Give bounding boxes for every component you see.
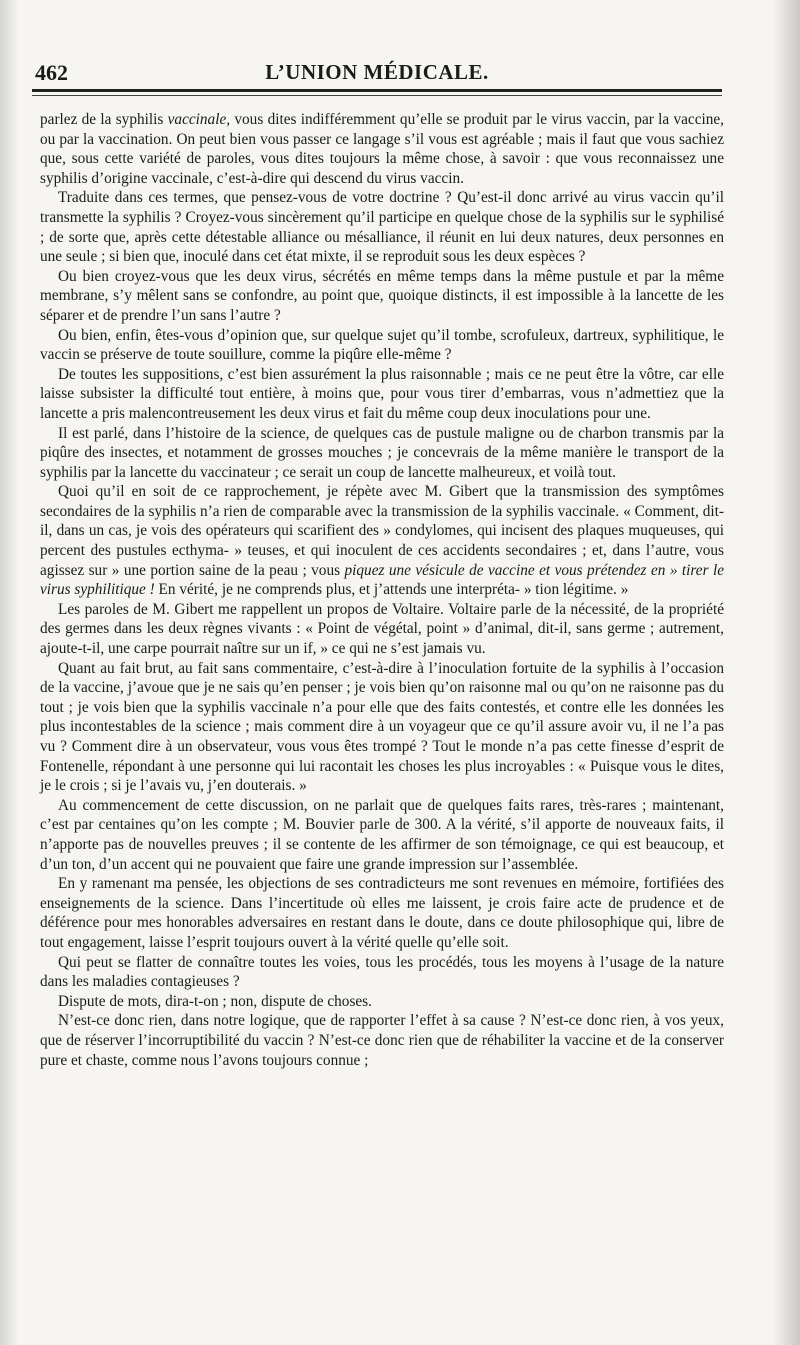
paragraph: Quoi qu’il en soit de ce rapprochement, je répète avec M. Gibert que la transmission des symptômes secondaires de la syphilis n’a rien de comparable avec la transmission de la syphilis vaccinale. « Comment, dit-il, dans un cas, je vois des opérateurs qui scarifient des » condylomes, qui incisent des plaques muqueuses, qui percent des pustules ecthyma- » teuses, et qui inoculent de ces accidents secondaires ; et, dans l’autre, vous agissez sur » une portion saine de la peau ; vous piquez une vésicule de vaccine et vous prétendez en » tirer le virus syphilitique ! En vérité, je ne comprends plus, et j’attends une interpréta- » tion légitime. » <box>40 483 724 599</box>
paragraph: Il est parlé, dans l’histoire de la science, de quelques cas de pustule maligne ou de charbon transmis par la piqûre des insectes, et notamment de grosses mouches ; je concevrais de la même manière le transport de la syphilis par la lancette du vaccinateur ; ce serait un coup de lancette malheureux, et voilà tout. <box>40 424 724 481</box>
running-title: L’UNION MÉDICALE. <box>265 60 489 84</box>
paragraph: Les paroles de M. Gibert me rappellent un propos de Voltaire. Voltaire parle de la nécessité, de la propriété des germes dans les deux règnes vivants : « Point de végétal, point » d’animal, dit-il, sans germe ; autrement, ajoute-t-il, une carpe pourrait naître sur un if, » ce qui ne s’est jamais vu. <box>40 600 724 658</box>
paragraph: Ou bien, enfin, êtes-vous d’opinion que, sur quelque sujet qu’il tombe, scrofuleux, dartreux, syphilitique, le vaccin se préserve de toute souillure, comme la piqûre elle-même ? <box>40 326 724 364</box>
page-shadow-right <box>772 0 800 1345</box>
header-rule-thick <box>32 89 722 92</box>
paragraph: De toutes les suppositions, c’est bien assurément la plus raisonnable ; mais ce ne peut être la vôtre, car elle laisse subsister la difficulté tout entière, à moins que, pour vous tirer d’embarras, vous n’admettiez que la lancette a pris malencontreusement les deux virus et fait du même coup deux inoculations pour une. <box>40 365 724 422</box>
paragraph: Au commencement de cette discussion, on ne parlait que de quelques faits rares, très-rares ; maintenant, c’est par centaines qu’on les compte ; M. Bouvier parle de 300. A la vérité, s’il apporte de nouveaux faits, il n’apporte pas de nouvelles preuves ; il se contente de les affirmer de son témoignage, ce qui est beaucoup, et d’un ton, d’un accent qui ne pouvaient que faire une grande impression sur l’assemblée. <box>40 796 724 873</box>
page-header <box>32 58 722 88</box>
paragraph: Dispute de mots, dira-t-on ; non, dispute de choses. <box>58 992 372 1010</box>
paragraph: N’est-ce donc rien, dans notre logique, que de rapporter l’effet à sa cause ? N’est-ce donc rien, à vos yeux, que de réserver l’incorruptibilité du vaccin ? N’est-ce donc rien que de réhabiliter la vaccine et de la conserver pure et chaste, comme nous l’avons toujours connue ; <box>40 1012 724 1069</box>
page-number: 462 <box>35 60 68 85</box>
header-rule-thin <box>32 95 722 96</box>
paragraph: Qui peut se flatter de connaître toutes les voies, tous les procédés, tous les moyens à l’usage de la nature dans les maladies contagieuses ? <box>40 953 724 991</box>
paragraph: parlez de la syphilis vaccinale, vous dites indifféremment qu’elle se produit par le virus vaccin, par la vaccine, ou par la vaccination. On peut bien vous passer ce langage s’il vous est agréable ; mais il faut que vous sachiez que, sous cette variété de paroles, vous dites toujours la même chose, à savoir : que vous reconnaissez une syphilis d’origine vaccinale, c’est-à-dire qui descend du virus vaccin. <box>40 111 724 187</box>
article-body <box>40 110 724 1070</box>
paragraph: Traduite dans ces termes, que pensez-vous de votre doctrine ? Qu’est-il donc arrivé au virus vaccin qu’il transmette la syphilis ? Croyez-vous sincèrement qu’il participe en quelque chose de la syphilis sur le syphilisé ; de sorte que, après cette détestable alliance ou mésalliance, il réunit en lui deux natures, deux personnes en une seule ; si bien que, inoculé dans cet état mixte, il se reproduit sous les deux espèces ? <box>40 189 724 266</box>
paragraph: Quant au fait brut, au fait sans commentaire, c’est-à-dire à l’inoculation fortuite de la syphilis à l’occasion de la vaccine, j’avoue que je ne sais qu’en penser ; je vois bien qu’on raisonne mal ou qu’on ne raisonne pas du tout ; je vois bien que la syphilis vaccinale n’a pour elle que des faits contestés, et contre elle les données les plus incontestables de la science ; mais comment dire à un voyageur que ce qu’il assure avoir vu, il ne l’a pas vu ? Comment dire à un observateur, vous vous êtes trompé ? Tout le monde n’a pas cette finesse d’esprit de Fontenelle, répondant à une personne qui lui racontait les choses les plus incroyables : « Puisque vous le dites, je le crois ; si je l’avais vu, j’en douterais. » <box>40 659 724 795</box>
paragraph: En y ramenant ma pensée, les objections de ses contradicteurs me sont revenues en mémoire, fortifiées des enseignements de la science. Dans l’incertitude où elles me laissent, je crois faire acte de prudence et de déférence pour mes honorables adversaires en restant dans le doute, dans ce doute philosophique qui, libre de tout engagement, laisse l’esprit toujours ouvert à la vérité quelle qu’elle soit. <box>40 875 724 951</box>
paragraph: Ou bien croyez-vous que les deux virus, sécrétés en même temps dans la même pustule et par la même membrane, s’y mêlent sans se confondre, au point que, quoique distincts, il est impossible à la lancette de les séparer et de prendre l’un sans l’autre ? <box>40 267 724 324</box>
page-shadow-left <box>0 0 18 1345</box>
